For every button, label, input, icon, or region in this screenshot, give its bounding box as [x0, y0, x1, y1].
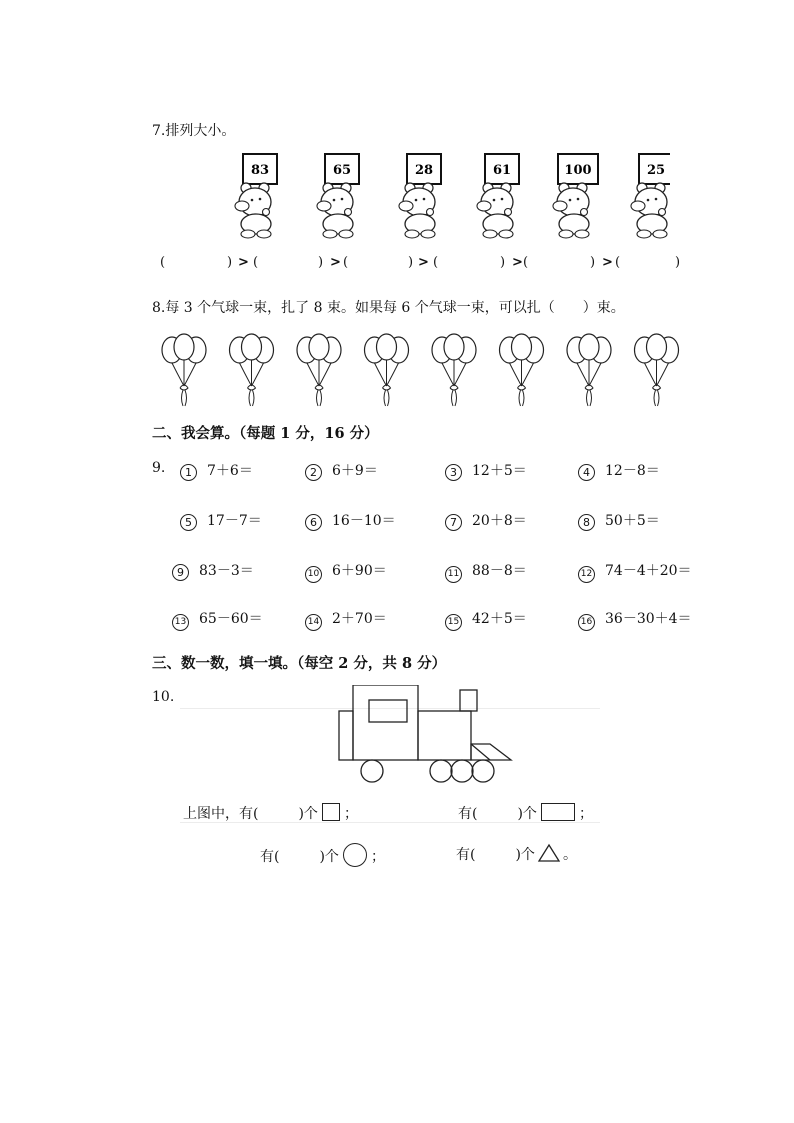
calc-item	[180, 460, 253, 481]
item-number-circle: 5	[180, 514, 197, 531]
sign-number: 65	[332, 163, 352, 178]
rectangle-shape-icon	[541, 803, 575, 821]
train-rear-rect	[339, 711, 353, 760]
order-answer-blank[interactable]	[533, 255, 588, 273]
calc-item	[305, 560, 387, 583]
calc-item	[305, 460, 378, 481]
train-wheel	[430, 760, 452, 782]
greater-than-sign: >	[238, 255, 249, 270]
calc-expression: 74－4＋20＝	[605, 563, 692, 579]
sign-number: 83	[250, 163, 270, 178]
balloon-bunch	[432, 334, 476, 406]
calc-item	[305, 510, 396, 531]
calc-expression: 2＋70＝	[332, 611, 387, 627]
order-open-paren: (	[433, 255, 439, 270]
order-answer-blank[interactable]	[443, 255, 498, 273]
order-answer-blank[interactable]	[625, 255, 673, 273]
calc-expression: 50＋5＝	[605, 513, 660, 529]
balloon-bunch	[635, 334, 679, 406]
have-close: )个	[298, 806, 318, 822]
calc-expression: 65－60＝	[199, 611, 263, 627]
q10-label: 10.	[152, 689, 175, 705]
calc-item	[305, 608, 387, 631]
item-number-circle: 11	[445, 566, 462, 583]
order-open-paren: (	[253, 255, 259, 270]
calc-item	[445, 560, 527, 583]
have-open: 有(	[239, 806, 259, 822]
calc-item	[180, 510, 262, 531]
calc-expression: 83－3＝	[199, 563, 254, 579]
train-body-rect	[418, 711, 471, 760]
order-open-paren: (	[523, 255, 529, 270]
order-open-paren: (	[160, 255, 166, 270]
balloon-bunch	[500, 334, 544, 406]
have-open: 有(	[260, 849, 280, 865]
calc-item	[578, 560, 692, 583]
order-answer-blank[interactable]	[353, 255, 406, 273]
q8-title: 8.每 3 个气球一束，扎了 8 束。如果每 6 个气球一束，可以扎（ ）束。	[152, 300, 625, 316]
calc-expression: 6＋9＝	[332, 463, 378, 479]
semicolon: ；	[370, 849, 385, 865]
bears-with-signs	[230, 146, 670, 246]
calc-item	[578, 460, 660, 481]
q7-title: 7.排列大小。	[152, 123, 236, 139]
q9-label: 9.	[152, 460, 166, 476]
greater-than-sign: >	[418, 255, 429, 270]
balloon-bunch	[567, 334, 611, 406]
greater-than-sign: >	[602, 255, 613, 270]
order-answer-blank[interactable]	[263, 255, 316, 273]
calc-item	[445, 510, 527, 531]
item-number-circle: 10	[305, 566, 322, 583]
bear-with-sign	[235, 154, 277, 238]
have-open: 有(	[458, 806, 478, 822]
order-answer-blank[interactable]	[170, 255, 225, 273]
train-wheel	[472, 760, 494, 782]
order-close-paren: )	[590, 255, 596, 270]
bear-with-sign	[317, 154, 359, 238]
bear-with-sign	[631, 154, 670, 238]
semicolon: ；	[578, 806, 593, 822]
sign-number: 61	[492, 163, 512, 178]
train-wheel	[451, 760, 473, 782]
period: 。	[562, 847, 577, 863]
item-number-circle: 7	[445, 514, 462, 531]
have-close: )个	[515, 847, 535, 863]
order-close-paren: )	[500, 255, 506, 270]
balloon-bunch	[162, 334, 206, 406]
bear-with-sign	[477, 154, 519, 238]
item-number-circle: 16	[578, 614, 595, 631]
greater-than-sign: >	[512, 255, 523, 270]
item-number-circle: 6	[305, 514, 322, 531]
train-window-rect	[369, 700, 407, 722]
calc-expression: 12－8＝	[605, 463, 660, 479]
greater-than-sign: >	[330, 255, 341, 270]
calc-expression: 42＋5＝	[472, 611, 527, 627]
item-number-circle: 13	[172, 614, 189, 631]
order-open-paren: (	[615, 255, 621, 270]
section2-title: 二、我会算。（每题 1 分，16 分）	[152, 425, 379, 442]
calc-item	[172, 608, 263, 631]
bear-with-sign	[399, 154, 441, 238]
circle-shape-icon	[343, 843, 367, 867]
semicolon: ；	[343, 806, 358, 822]
train-illustration	[330, 685, 520, 785]
balloon-bunch	[297, 334, 341, 406]
order-close-paren: )	[408, 255, 414, 270]
calc-item	[445, 460, 527, 481]
item-number-circle: 8	[578, 514, 595, 531]
calc-expression: 20＋8＝	[472, 513, 527, 529]
train-wheel	[361, 760, 383, 782]
calc-expression: 6＋90＝	[332, 563, 387, 579]
sign-number: 25	[646, 163, 666, 178]
calc-item	[172, 560, 254, 581]
fill-line-4	[456, 843, 577, 864]
have-close: )个	[319, 849, 339, 865]
bear-illustration	[230, 146, 670, 246]
order-close-paren: )	[227, 255, 233, 270]
sign-number: 100	[564, 163, 592, 178]
train-chimney-square	[460, 690, 477, 711]
balloon-bunch	[230, 334, 274, 406]
item-number-circle: 9	[172, 564, 189, 581]
train-figure	[330, 685, 520, 785]
fill-line-2	[458, 803, 593, 823]
item-number-circle: 3	[445, 464, 462, 481]
order-close-paren: )	[675, 255, 681, 270]
order-open-paren: (	[343, 255, 349, 270]
balloon-bunches	[155, 330, 715, 410]
fill-line-3	[260, 843, 385, 867]
have-open: 有(	[456, 847, 476, 863]
order-answer-row	[160, 255, 690, 275]
item-number-circle: 12	[578, 566, 595, 583]
fill-line-1	[183, 803, 358, 823]
calc-expression: 16－10＝	[332, 513, 396, 529]
calc-expression: 7＋6＝	[207, 463, 253, 479]
calc-expression: 36－30＋4＝	[605, 611, 692, 627]
have-close: )个	[517, 806, 537, 822]
balloon-illustration	[155, 330, 715, 410]
item-number-circle: 4	[578, 464, 595, 481]
calc-expression: 17－7＝	[207, 513, 262, 529]
sign-number: 28	[414, 163, 434, 178]
bear-with-sign	[553, 154, 598, 238]
train-front-shape	[471, 744, 511, 760]
item-number-circle: 15	[445, 614, 462, 631]
balloon-bunch	[365, 334, 409, 406]
calc-item	[445, 608, 527, 631]
item-number-circle: 2	[305, 464, 322, 481]
item-number-circle: 14	[305, 614, 322, 631]
section3-title: 三、数一数，填一填。（每空 2 分，共 8 分）	[152, 655, 447, 672]
calc-item	[578, 608, 692, 631]
item-number-circle: 1	[180, 464, 197, 481]
triangle-shape-icon	[537, 843, 561, 863]
calc-expression: 12＋5＝	[472, 463, 527, 479]
square-shape-icon	[322, 803, 340, 821]
calc-expression: 88－8＝	[472, 563, 527, 579]
fill-prefix: 上图中，	[183, 806, 239, 822]
calc-item	[578, 510, 660, 531]
order-close-paren: )	[318, 255, 324, 270]
